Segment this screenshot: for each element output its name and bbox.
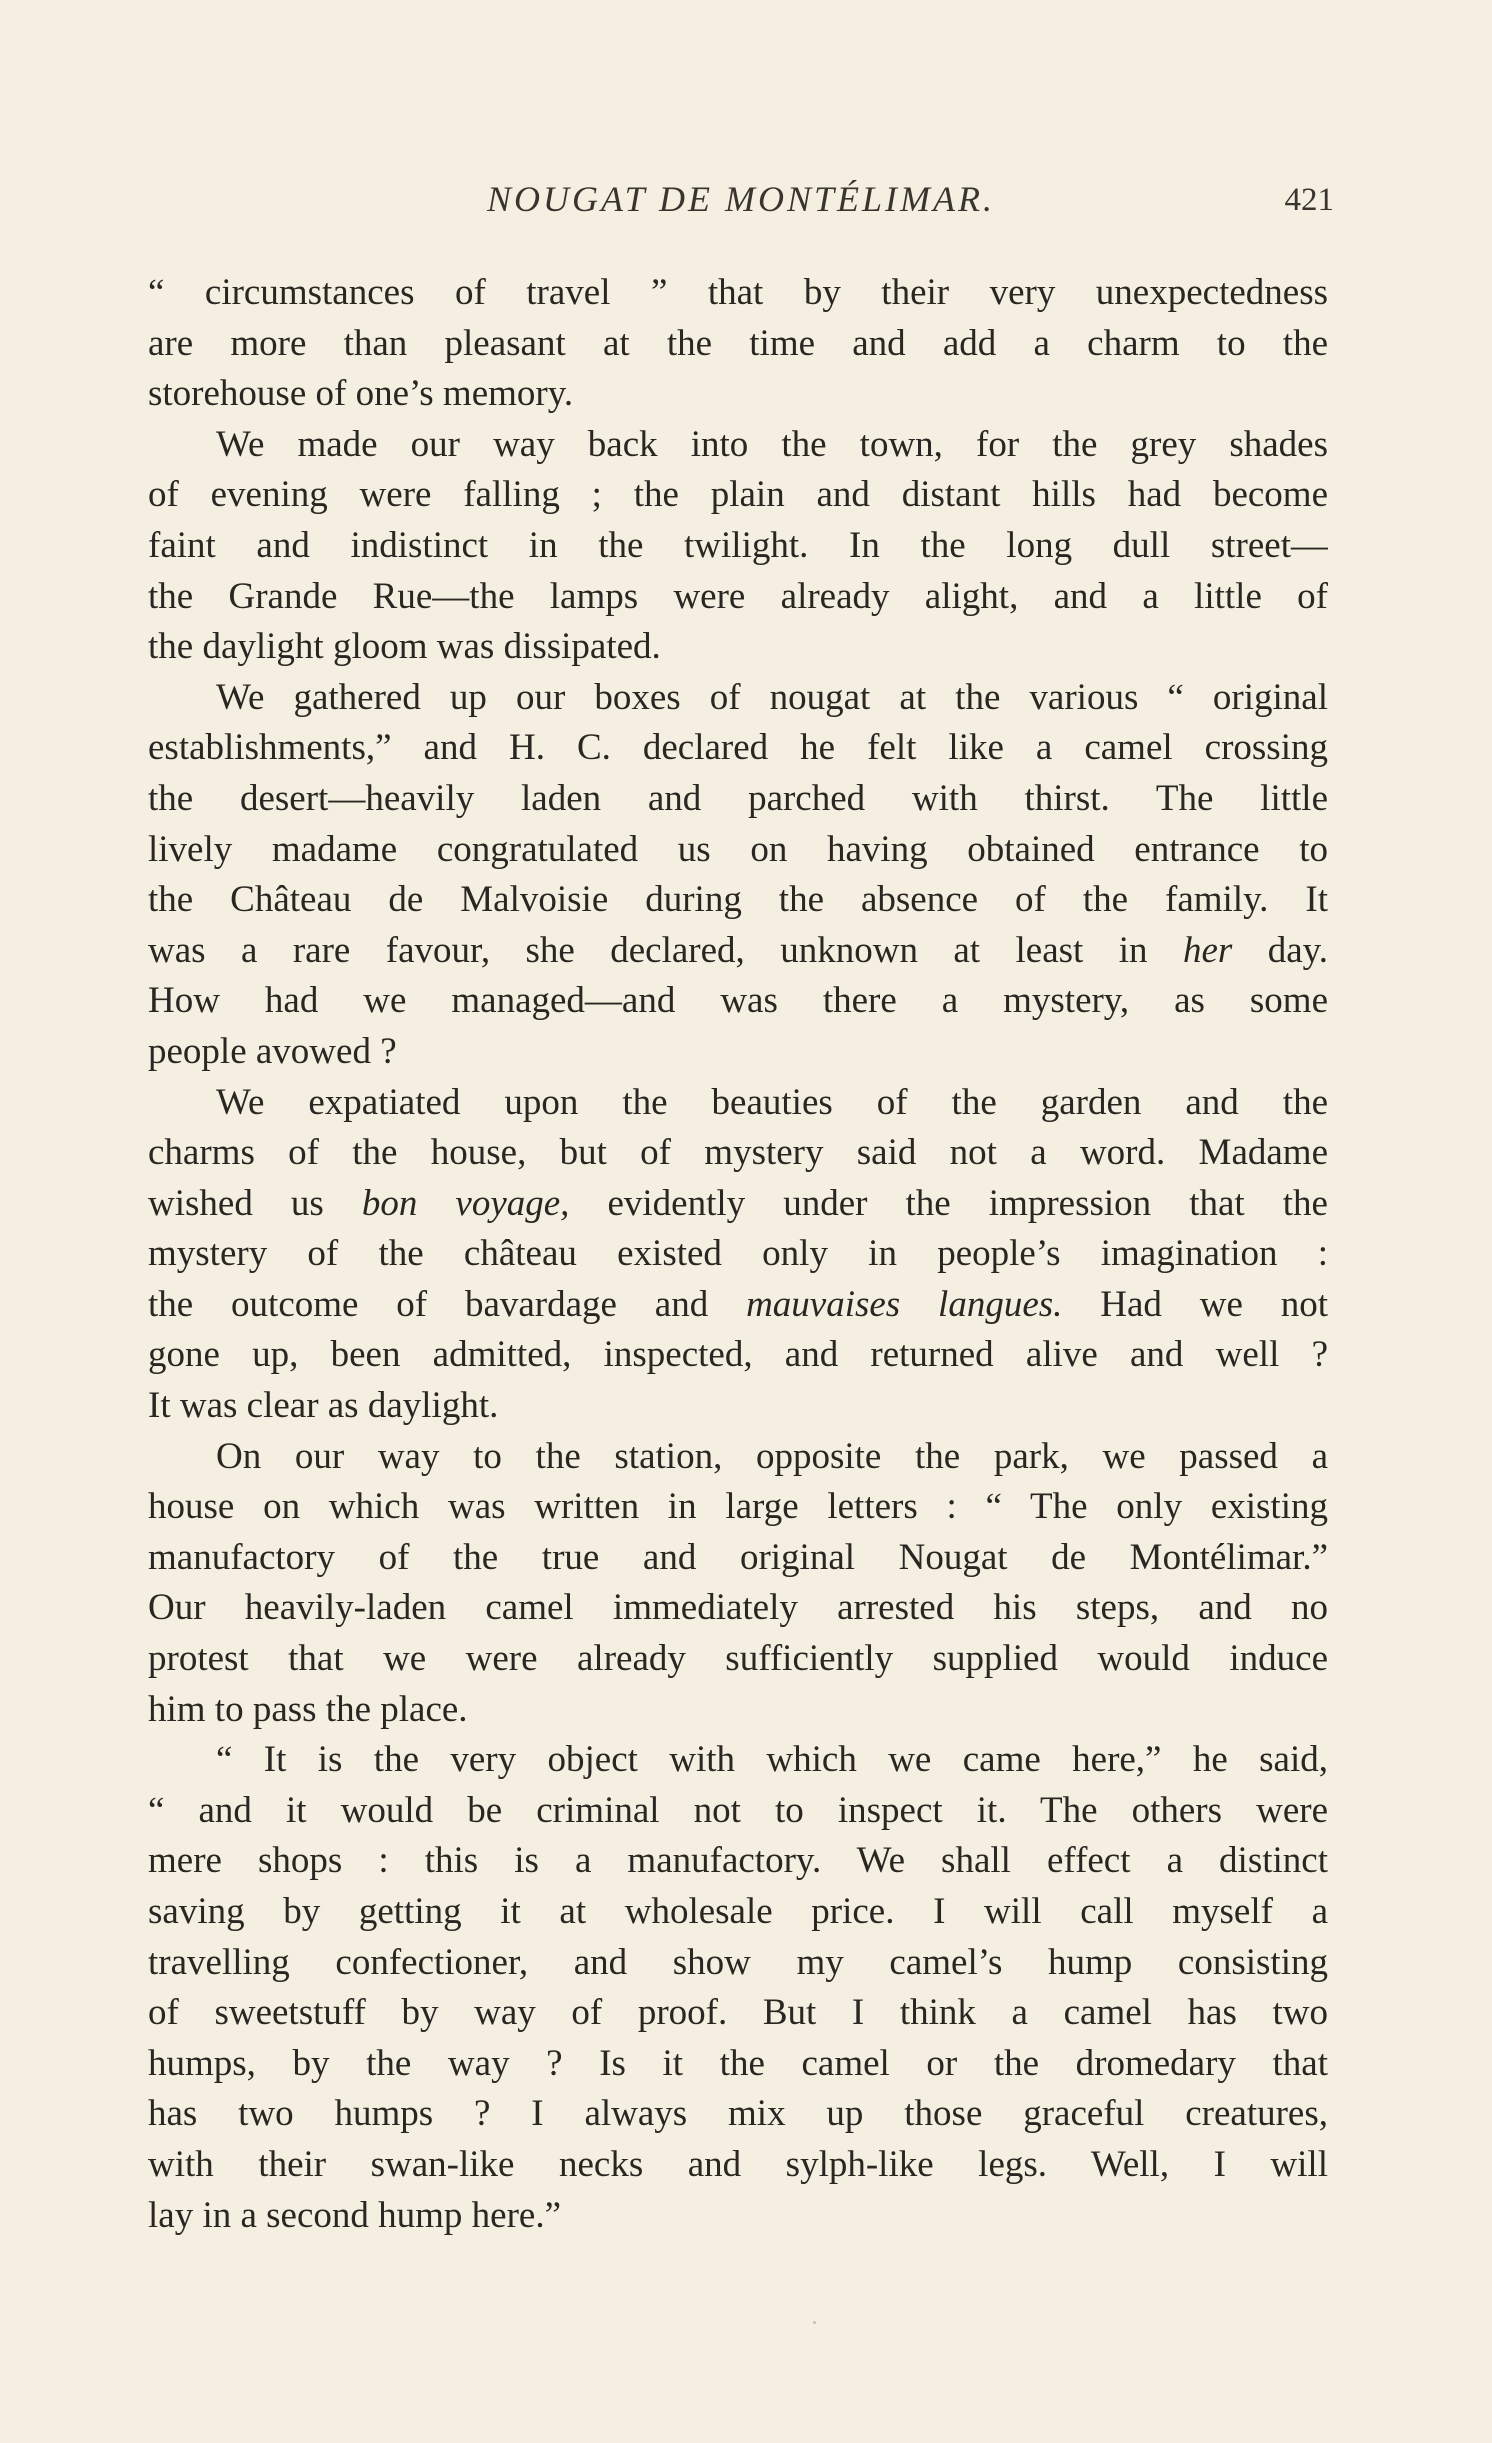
text-line: protest that we were already sufficiently supplied would induce	[148, 1638, 1328, 1680]
text-line: mystery of the château existed only in people’s imagination :	[148, 1233, 1328, 1275]
text-line: house on which was written in large letters : “ The only existing	[148, 1486, 1328, 1528]
text-line: We made our way back into the town, for the grey shades	[216, 423, 1328, 465]
text-line: We expatiated upon the beauties of the garden and the	[216, 1081, 1328, 1123]
text-line: of evening were falling ; the plain and distant hills had become	[148, 474, 1328, 516]
running-head	[148, 178, 1334, 228]
text-line: the daylight gloom was dissipated.	[148, 626, 661, 668]
text-line: of sweetstuff by way of proof. But I think a camel has two	[148, 1992, 1328, 2034]
text-line: people avowed ?	[148, 1030, 397, 1072]
body-text	[148, 268, 1328, 2241]
text-run: was a rare favour, she declared, unknown at least in	[148, 929, 1183, 971]
text-run: evidently under the impression that the	[569, 1182, 1328, 1224]
text-line: lay in a second hump here.”	[148, 2194, 562, 2236]
text-line: We gathered up our boxes of nougat at the various “ original	[216, 676, 1328, 718]
text-line: the Grande Rue—the lamps were already alight, and a little of	[148, 575, 1328, 617]
text-line	[148, 1179, 1328, 1230]
text-line: has two humps ? I always mix up those graceful creatures,	[148, 2093, 1328, 2135]
text-run: day.	[1232, 929, 1328, 971]
text-line	[148, 926, 1328, 977]
text-line: with their swan-like necks and sylph-like legs. Well, I will	[148, 2143, 1328, 2185]
text-run: Had we not	[1062, 1283, 1328, 1325]
text-line: “ circumstances of travel ” that by their very unexpectedness	[148, 272, 1328, 313]
page-number: 421	[1284, 182, 1334, 218]
text-line: establishments,” and H. C. declared he felt like a camel crossing	[148, 727, 1328, 769]
text-line: faint and indistinct in the twilight. In the long dull street—	[148, 524, 1328, 566]
text-line: On our way to the station, opposite the park, we passed a	[216, 1435, 1328, 1477]
text-line: It was clear as daylight.	[148, 1385, 499, 1427]
italic-run: bon voyage,	[361, 1182, 570, 1224]
text-line: lively madame congratulated us on having obtained entrance to	[148, 828, 1328, 870]
text-line: Our heavily-laden camel immediately arrested his steps, and no	[148, 1587, 1328, 1629]
text-line: “ It is the very object with which we came here,” he said,	[216, 1739, 1328, 1781]
text-run: wished us	[148, 1182, 362, 1224]
text-line: saving by getting it at wholesale price. I will call myself a	[148, 1891, 1328, 1932]
italic-run: her	[1182, 929, 1233, 971]
text-run: the outcome of bavardage and	[148, 1283, 747, 1325]
text-line: manufactory of the true and original Nougat de Montélimar.”	[148, 1536, 1328, 1578]
text-line: gone up, been admitted, inspected, and returned alive and well ?	[148, 1334, 1328, 1376]
text-line: storehouse of one’s memory.	[148, 373, 574, 415]
text-line: mere shops : this is a manufactory. We shall effect a distinct	[148, 1840, 1328, 1882]
text-line: him to pass the place.	[148, 1688, 468, 1730]
text-line: are more than pleasant at the time and add a charm to the	[148, 322, 1328, 364]
text-line	[148, 1280, 1328, 1331]
italic-run: mauvaises langues.	[746, 1283, 1063, 1325]
text-line: charms of the house, but of mystery said not a word. Madame	[148, 1132, 1328, 1174]
text-line: the Château de Malvoisie during the absence of the family. It	[148, 879, 1328, 921]
text-line: travelling confectioner, and show my camel’s hump consisting	[148, 1941, 1328, 1983]
running-title: NOUGAT DE MONTÉLIMAR.	[486, 179, 995, 219]
text-line: How had we managed—and was there a mystery, as some	[148, 980, 1328, 1022]
text-line: “ and it would be criminal not to inspect it. The others were	[148, 1789, 1328, 1831]
text-line: humps, by the way ? Is it the camel or the dromedary that	[148, 2042, 1328, 2084]
text-line: the desert—heavily laden and parched with thirst. The little	[148, 777, 1328, 819]
paper-speck	[813, 2321, 816, 2324]
